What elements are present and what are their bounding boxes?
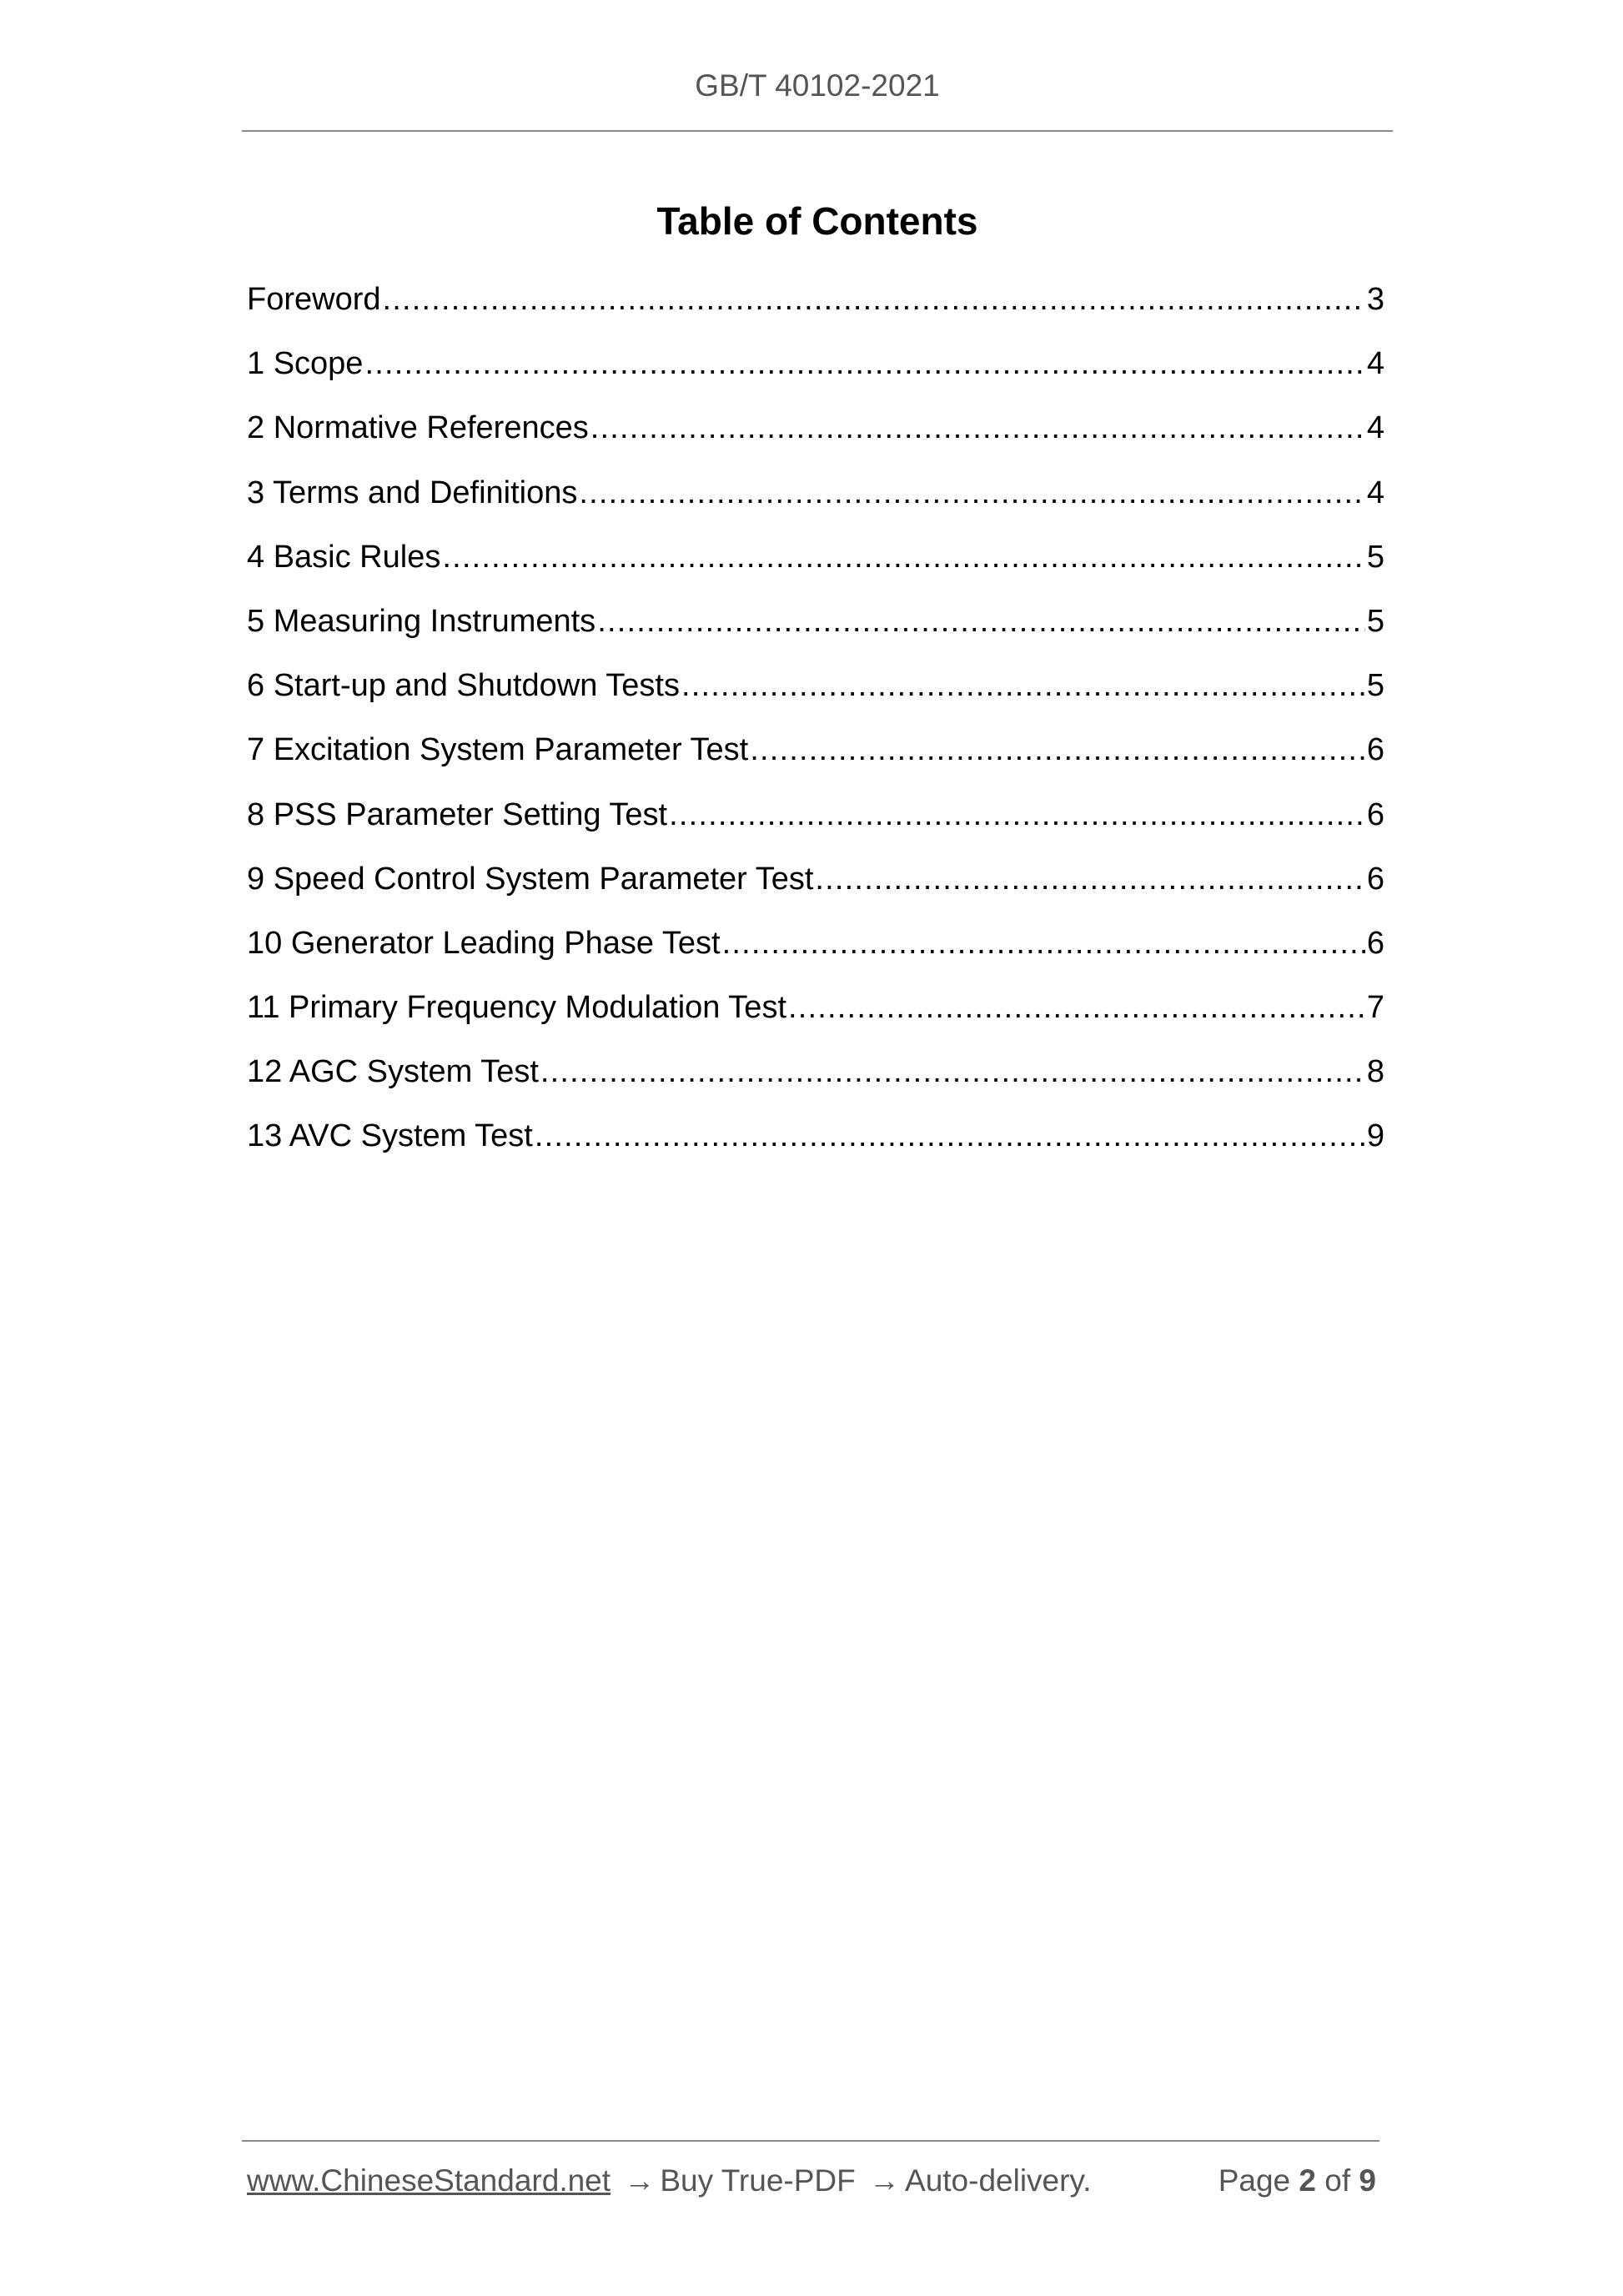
right-arrow-icon: → <box>869 2163 901 2198</box>
toc-dot-leader <box>681 657 1365 714</box>
toc-dot-leader <box>788 979 1365 1036</box>
toc-entry-page: 4 <box>1366 410 1384 446</box>
toc-entry-page: 6 <box>1366 796 1384 832</box>
standard-code: GB/T 40102-2021 <box>695 68 940 103</box>
toc-dot-leader <box>750 721 1365 778</box>
toc-dot-leader <box>383 271 1365 328</box>
toc-dot-leader <box>590 399 1365 456</box>
footer-divider <box>242 2140 1379 2142</box>
toc-entry-label: 9 Speed Control System Parameter Test <box>247 861 814 897</box>
toc-entry-page: 5 <box>1366 668 1384 704</box>
toc-dot-leader <box>815 851 1364 907</box>
toc-entry-page: 4 <box>1366 475 1384 510</box>
toc-entry-startup-shutdown-tests[interactable] <box>247 657 1384 721</box>
toc-entry-speed-control-test[interactable] <box>247 851 1384 915</box>
toc-entry-page: 8 <box>1366 1054 1384 1090</box>
toc-dot-leader <box>540 1043 1365 1100</box>
page-indicator <box>1219 2163 1376 2198</box>
auto-delivery-text: Auto-delivery. <box>905 2163 1092 2198</box>
toc-entry-label: 12 AGC System Test <box>247 1054 539 1090</box>
toc-entry-foreword[interactable] <box>247 271 1384 335</box>
toc-entry-basic-rules[interactable] <box>247 529 1384 593</box>
toc-entry-page: 6 <box>1366 732 1384 768</box>
toc-entry-page: 5 <box>1366 603 1384 639</box>
toc-entry-normative-references[interactable] <box>247 399 1384 464</box>
toc-entry-label: 3 Terms and Definitions <box>247 475 578 510</box>
toc-entry-label: 11 Primary Frequency Modulation Test <box>247 990 787 1026</box>
toc-entry-page: 9 <box>1366 1118 1384 1154</box>
toc-entry-page: 6 <box>1366 925 1384 961</box>
toc-entry-agc-system-test[interactable] <box>247 1043 1384 1108</box>
toc-entry-excitation-system-test[interactable] <box>247 721 1384 786</box>
toc-entry-label: 8 PSS Parameter Setting Test <box>247 796 668 832</box>
toc-entry-label: 10 Generator Leading Phase Test <box>247 925 721 961</box>
toc-entry-label: 2 Normative References <box>247 410 589 446</box>
toc-dot-leader <box>364 335 1364 392</box>
of-word: of <box>1324 2163 1351 2198</box>
page-title: Table of Contents <box>656 199 978 243</box>
toc-dot-leader <box>597 593 1365 650</box>
website-link[interactable]: www.ChineseStandard.net <box>247 2163 611 2198</box>
toc-dot-leader <box>669 786 1365 843</box>
toc-dot-leader <box>579 465 1364 521</box>
toc-dot-leader <box>535 1108 1365 1164</box>
toc-entry-label: Foreword <box>247 282 381 317</box>
toc-entry-page: 7 <box>1366 990 1384 1026</box>
toc-entry-label: 13 AVC System Test <box>247 1118 533 1154</box>
toc-entry-measuring-instruments[interactable] <box>247 593 1384 657</box>
toc-entry-page: 3 <box>1366 282 1384 317</box>
toc-entry-scope[interactable] <box>247 335 1384 399</box>
toc-entry-label: 6 Start-up and Shutdown Tests <box>247 668 680 704</box>
header-divider <box>242 130 1393 132</box>
toc-list <box>247 271 1384 1173</box>
toc-dot-leader <box>442 529 1365 585</box>
toc-entry-page: 4 <box>1366 346 1384 382</box>
toc-entry-label: 4 Basic Rules <box>247 539 441 575</box>
toc-entry-label: 1 Scope <box>247 346 364 382</box>
footer-promo <box>247 2163 1091 2198</box>
toc-entry-label: 7 Excitation System Parameter Test <box>247 732 749 768</box>
page-word: Page <box>1218 2163 1291 2198</box>
toc-entry-avc-system-test[interactable] <box>247 1108 1384 1172</box>
toc-entry-terms-and-definitions[interactable] <box>247 465 1384 529</box>
document-header <box>242 68 1393 103</box>
toc-entry-pss-setting-test[interactable] <box>247 786 1384 851</box>
toc-entry-primary-frequency-test[interactable] <box>247 979 1384 1043</box>
toc-entry-generator-leading-phase-test[interactable] <box>247 915 1384 979</box>
total-pages-number: 9 <box>1359 2163 1376 2198</box>
toc-entry-page: 6 <box>1366 861 1384 897</box>
toc-entry-page: 5 <box>1366 539 1384 575</box>
toc-entry-label: 5 Measuring Instruments <box>247 603 596 639</box>
toc-dot-leader <box>722 915 1365 972</box>
buy-true-pdf-text: Buy True-PDF <box>660 2163 856 2198</box>
current-page-number: 2 <box>1299 2163 1316 2198</box>
right-arrow-icon: → <box>624 2163 656 2198</box>
